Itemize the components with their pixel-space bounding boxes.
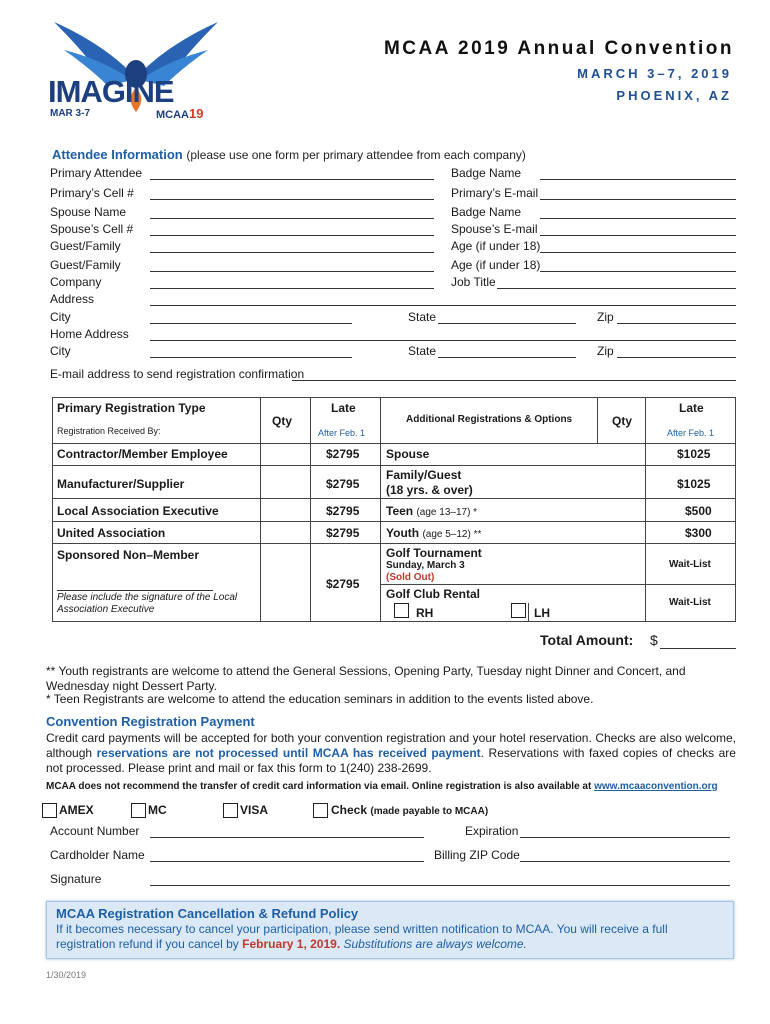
company-field[interactable]	[150, 288, 434, 289]
home-address-field[interactable]	[150, 340, 736, 341]
label-company: Company	[50, 275, 102, 289]
col-late-left: Late	[331, 401, 356, 415]
label-home-city: City	[50, 344, 71, 358]
logo-dates: MAR 3-7	[50, 108, 91, 119]
row-teen: Teen (age 13–17) *	[386, 504, 478, 518]
check-checkbox[interactable]	[313, 803, 328, 818]
row-family-price: $1025	[677, 477, 711, 491]
col-after-right: After Feb. 1	[667, 428, 715, 438]
visa-checkbox[interactable]	[223, 803, 238, 818]
mc-checkbox[interactable]	[131, 803, 146, 818]
label-zip-1: Zip	[597, 310, 614, 324]
signature-field[interactable]	[150, 885, 730, 886]
label-guest-2: Guest/Family	[50, 258, 121, 272]
label-account-number: Account Number	[50, 824, 140, 838]
expiration-field[interactable]	[520, 837, 730, 838]
label-expiration: Expiration	[465, 824, 519, 838]
logo-mcaa: MCAA19	[156, 106, 204, 121]
label-state-1: State	[408, 310, 437, 324]
visa-label: VISA	[240, 803, 269, 817]
label-age-2: Age (if under 18)	[451, 258, 541, 272]
policy-text: If it becomes necessary to cancel your participation, please send written notification to MCAA. You will receive a full registration refund if you cancel by February 1, 2019. Substitutions are always welcome.	[56, 922, 668, 951]
rh-checkbox[interactable]	[394, 603, 409, 618]
table-divider	[52, 498, 736, 499]
convention-location: PHOENIX, AZ	[616, 88, 732, 103]
label-billing-zip: Billing ZIP Code	[434, 848, 520, 862]
table-divider	[52, 543, 736, 544]
row-spouse-label: Spouse	[386, 447, 430, 461]
row-spouse-price: $1025	[677, 447, 711, 461]
spouse-email-field[interactable]	[540, 235, 736, 236]
email-confirmation-field[interactable]	[292, 380, 736, 381]
row-united-label: United Association	[57, 526, 166, 540]
row-local-assoc-price: $2795	[326, 504, 360, 518]
table-divider	[310, 397, 311, 622]
payment-paragraph: Credit card payments will be accepted for both your convention registration and your hotel reservation. Checks are also welcome, although reservations are not processed until MCAA has received payment. Reservations with faxed copies of checks are not processed. Please print and mail or fax this form to 1(240) 238-2699.	[46, 731, 736, 775]
total-symbol: $	[650, 632, 658, 648]
sponsor-note: Please include the signature of the Local Association Executive	[57, 592, 238, 615]
city-field[interactable]	[150, 323, 352, 324]
row-rental-price: Wait-List	[669, 597, 711, 608]
col-qty-right: Qty	[612, 414, 633, 428]
label-state-2: State	[408, 344, 437, 358]
row-contractor-label: Contractor/Member Employee	[57, 447, 228, 461]
col-additional: Additional Registrations & Options	[406, 414, 573, 425]
payment-warning: MCAA does not recommend the transfer of credit card information via email. Online registration is also available at www.mcaaconvention.org	[46, 781, 718, 792]
label-badge-name-2: Badge Name	[451, 205, 522, 219]
age-1-field[interactable]	[540, 252, 736, 253]
row-rental-label: Golf Club Rental	[386, 587, 480, 601]
teen-note: * Teen Registrants are welcome to attend the education seminars in addition to the events listed above.	[46, 692, 594, 706]
table-divider	[52, 465, 736, 466]
row-golf-date: Sunday, March 3	[386, 560, 465, 571]
youth-note: ** Youth registrants are welcome to attend the General Sessions, Opening Party, Tuesday night Dinner and Concert, and Wednesday night Dessert Party.	[46, 664, 686, 693]
amex-checkbox[interactable]	[42, 803, 57, 818]
row-manufacturer-price: $2795	[326, 477, 360, 491]
table-divider	[52, 521, 736, 522]
attendee-heading: Attendee Information (please use one form per primary attendee from each company)	[52, 147, 526, 162]
home-city-field[interactable]	[150, 357, 352, 358]
row-teen-price: $500	[685, 504, 712, 518]
total-label: Total Amount:	[540, 632, 634, 648]
row-sponsored-label: Sponsored Non–Member	[57, 548, 200, 562]
guest-1-field[interactable]	[150, 252, 434, 253]
imagine-logo	[46, 16, 226, 128]
row-youth-price: $300	[685, 526, 712, 540]
row-contractor-price: $2795	[326, 447, 360, 461]
row-family-label: Family/Guest	[386, 468, 462, 482]
row-youth: Youth (age 5–12) **	[386, 526, 482, 540]
label-primary-email: Primary’s E-mail	[451, 186, 539, 200]
rh-label: RH	[416, 606, 434, 620]
row-family-sub: (18 yrs. & over)	[386, 483, 473, 497]
convention-dates: MARCH 3–7, 2019	[577, 66, 732, 81]
job-title-field[interactable]	[497, 288, 736, 289]
zip-1-field[interactable]	[617, 323, 736, 324]
footer-date: 1/30/2019	[46, 970, 87, 980]
total-amount-field[interactable]	[660, 648, 736, 649]
col-registration-type: Primary Registration Type	[57, 401, 206, 415]
row-sponsored-price: $2795	[326, 577, 360, 591]
col-received-by: Registration Received By:	[57, 426, 161, 436]
label-address: Address	[50, 292, 95, 306]
table-divider	[645, 397, 646, 622]
table-divider	[597, 397, 598, 443]
mc-label: MC	[148, 803, 167, 817]
payment-heading: Convention Registration Payment	[46, 714, 255, 729]
primary-attendee-field[interactable]	[150, 179, 434, 180]
table-divider	[260, 397, 261, 622]
label-badge-name-1: Badge Name	[451, 166, 522, 180]
row-local-assoc-label: Local Association Executive	[57, 504, 219, 518]
age-2-field[interactable]	[540, 271, 736, 272]
lh-checkbox[interactable]	[511, 603, 526, 618]
address-field[interactable]	[150, 305, 736, 306]
label-city: City	[50, 310, 71, 324]
col-after-left: After Feb. 1	[318, 428, 366, 438]
label-zip-2: Zip	[597, 344, 614, 358]
label-primary-attendee: Primary Attendee	[50, 166, 143, 180]
table-divider	[52, 443, 736, 444]
state-2-field[interactable]	[438, 357, 576, 358]
table-divider	[380, 584, 736, 585]
label-spouse-email: Spouse’s E-mail	[451, 222, 538, 236]
label-spouse-name: Spouse Name	[50, 205, 127, 219]
label-cardholder: Cardholder Name	[50, 848, 145, 862]
primary-email-field[interactable]	[540, 199, 736, 200]
label-email-confirmation: E-mail address to send registration confirmation	[50, 367, 305, 381]
label-home-address: Home Address	[50, 327, 129, 341]
table-divider	[528, 603, 529, 622]
primary-cell-field[interactable]	[150, 199, 434, 200]
row-manufacturer-label: Manufacturer/Supplier	[57, 477, 185, 491]
badge-name-1-field[interactable]	[540, 179, 736, 180]
policy-heading: MCAA Registration Cancellation & Refund Policy	[56, 906, 359, 921]
account-number-field[interactable]	[150, 837, 424, 838]
badge-name-2-field[interactable]	[540, 218, 736, 219]
sponsor-signature-field[interactable]	[57, 590, 213, 591]
row-golf-price: Wait-List	[669, 559, 711, 570]
row-golf-label: Golf Tournament	[386, 546, 482, 560]
page-title: MCAA 2019 Annual Convention	[383, 38, 734, 59]
label-signature: Signature	[50, 872, 102, 886]
lh-label: LH	[534, 606, 550, 620]
col-qty-left: Qty	[272, 414, 293, 428]
row-united-price: $2795	[326, 526, 360, 540]
guest-2-field[interactable]	[150, 271, 434, 272]
check-label: Check (made payable to MCAA)	[331, 803, 489, 817]
state-1-field[interactable]	[438, 323, 576, 324]
label-job-title: Job Title	[451, 275, 496, 289]
cardholder-field[interactable]	[150, 861, 424, 862]
amex-label: AMEX	[59, 803, 94, 817]
billing-zip-field[interactable]	[520, 861, 730, 862]
label-primary-cell: Primary’s Cell #	[50, 186, 134, 200]
col-late-right: Late	[679, 401, 704, 415]
table-divider	[380, 397, 381, 622]
logo-word: IMAGINE	[48, 74, 174, 109]
zip-2-field[interactable]	[617, 357, 736, 358]
row-golf-soldout: (Sold Out)	[386, 572, 435, 583]
spouse-cell-field[interactable]	[150, 235, 434, 236]
label-guest-1: Guest/Family	[50, 239, 121, 253]
website-link[interactable]: www.mcaaconvention.org	[594, 781, 718, 792]
spouse-name-field[interactable]	[150, 218, 434, 219]
label-age-1: Age (if under 18)	[451, 239, 541, 253]
label-spouse-cell: Spouse’s Cell #	[50, 222, 134, 236]
